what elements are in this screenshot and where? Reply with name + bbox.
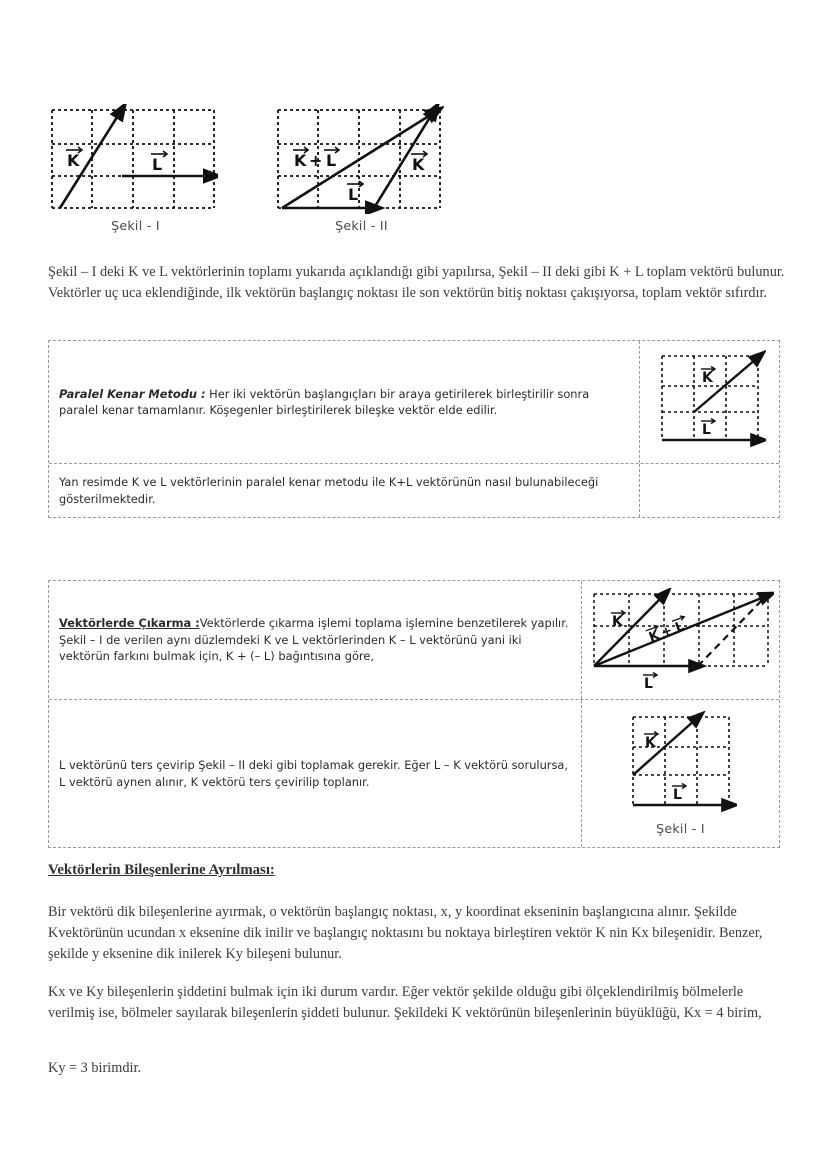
paralel-figure-cell bbox=[639, 341, 779, 463]
figure-sekil-2-graphic bbox=[274, 104, 444, 214]
label-k-plus-l-cikarma bbox=[644, 615, 689, 646]
paralel-note-empty-cell bbox=[639, 464, 779, 517]
table-vektorlerde-cikarma bbox=[48, 580, 780, 848]
svg-text:L: L bbox=[348, 185, 359, 204]
paralel-kenar-figure bbox=[654, 350, 766, 454]
top-figures-row bbox=[48, 104, 778, 244]
intro-paragraph: Şekil – I deki K ve L vektörlerinin toplamı yukarıda açıklandığı gibi yapılırsa, Şekil – II deki gibi K + L toplam vektörü bulunur. Vektörler uç uca eklendiğinde, ilk vektörün başlangıç noktası ile son vektörün bitiş noktası çakışıyorsa, toplam vektör sıfırdır. bbox=[48, 264, 785, 301]
svg-text:K: K bbox=[412, 155, 425, 174]
cikarma-body: Vektörlerde çıkarma işlemi toplama işlemine benzetilerek yapılır. Şekil – I de verilen aynı düzlemdeki K ve L vektörlerinden K – L vektörünü yani iki vektörün farkını bulmak için, K + (– L) bağıntısına göre, bbox=[59, 616, 569, 664]
svg-text:L: L bbox=[643, 676, 653, 692]
cikarma-note-cell bbox=[49, 700, 581, 847]
svg-text:K: K bbox=[67, 151, 80, 170]
cikarma-description bbox=[49, 615, 581, 665]
page-section-heading: Vektörlerin Bileşenlerine Ayrılması: bbox=[48, 862, 275, 878]
cikarma-figure bbox=[588, 588, 774, 692]
table-row bbox=[49, 699, 779, 847]
svg-text:+: + bbox=[658, 623, 675, 642]
svg-text:L: L bbox=[672, 618, 686, 636]
label-l-vector-paralel bbox=[701, 419, 715, 439]
svg-text:K: K bbox=[611, 614, 623, 630]
label-k-vector bbox=[66, 147, 82, 170]
table-row bbox=[49, 341, 779, 463]
sekil-1-small-caption: Şekil - I bbox=[656, 821, 705, 836]
table-row bbox=[49, 581, 779, 699]
label-k-vector-paralel bbox=[701, 367, 715, 387]
label-l-vector bbox=[151, 151, 167, 174]
label-l-vector-small bbox=[672, 784, 686, 804]
paralel-note-cell bbox=[49, 464, 639, 517]
svg-text:+: + bbox=[309, 151, 323, 170]
cikarma-figure-cell bbox=[581, 581, 779, 699]
cikarma-heading: Vektörlerde Çıkarma : bbox=[59, 616, 200, 631]
svg-text:L: L bbox=[701, 422, 711, 438]
figure-sekil-2-caption: Şekil - II bbox=[335, 218, 388, 233]
svg-text:K: K bbox=[646, 627, 662, 646]
label-k-vector-2 bbox=[411, 151, 427, 174]
table-paralel-kenar bbox=[48, 340, 780, 518]
paralel-note-text: Yan resimde K ve L vektörlerinin paralel kenar metodu ile K+L vektörünün nasıl bulunabileceği gösterilmektedir. bbox=[59, 475, 599, 506]
svg-text:K: K bbox=[294, 151, 307, 170]
figure-sekil-1-graphic bbox=[48, 104, 218, 214]
paralel-text-cell bbox=[49, 341, 639, 463]
svg-text:K: K bbox=[701, 370, 713, 386]
paralel-kenar-description bbox=[49, 386, 639, 419]
paralel-kenar-heading: Paralel Kenar Metodu : bbox=[59, 386, 206, 401]
label-l-vector-2 bbox=[347, 181, 363, 204]
cikarma-note-figure-cell bbox=[581, 700, 779, 847]
label-l-vector-cikarma bbox=[643, 673, 657, 693]
label-k-vector-cikarma bbox=[611, 611, 625, 631]
svg-text:L: L bbox=[672, 787, 682, 803]
cikarma-text-cell bbox=[49, 581, 581, 699]
paralel-kenar-body: Her iki vektörün başlangıçları bir araya getirilerek birleştirilir sonra paralel kenar tamamlanır. Köşegenler birleştirilerek bileşke vektör elde edilir. bbox=[59, 386, 590, 417]
figure-sekil-1 bbox=[48, 104, 223, 233]
section-paragraph-2: Kx ve Ky bileşenlerin şiddetini bulmak için iki durum vardır. Eğer vektör şekilde olduğu gibi ölçeklendirilmiş bölmelerle verilmiş ise, bölmeler sayılarak bileşenlerin şiddeti bulunur. Şekildeki K vektörünün bileşenlerinin büyüklüğü, Kx = 4 birim, bbox=[48, 984, 762, 1021]
svg-text:L: L bbox=[326, 151, 337, 170]
svg-text:K: K bbox=[644, 735, 656, 751]
section-paragraph-3: Ky = 3 birimdir. bbox=[48, 1060, 142, 1076]
sekil-1-small-figure bbox=[625, 711, 737, 819]
cikarma-note-text: L vektörünü ters çevirip Şekil – II deki gibi toplamak gerekir. Eğer L – K vektörü sorulursa, L vektörü aynen alınır, K vektörü ters çevirilip toplanır. bbox=[59, 758, 569, 789]
figure-sekil-1-caption: Şekil - I bbox=[111, 218, 160, 233]
label-k-vector-small bbox=[644, 732, 658, 752]
figure-sekil-2 bbox=[274, 104, 449, 233]
svg-text:L: L bbox=[152, 155, 163, 174]
section-paragraph-1: Bir vektörü dik bileşenlerine ayırmak, o vektörün başlangıç noktası, x, y koordinat ekseninin başlangıcına alınır. Şekilde Kvektörünün ucundan x eksenine dik inilir ve başlangıç noktasını bu noktaya birleştiren vektör K nin Kx bileşenidir. Benzer, şekilde y eksenine dik inilerek Ky bileşeni bulunur. bbox=[48, 904, 763, 962]
label-k-plus-l-vector bbox=[293, 147, 339, 170]
table-row bbox=[49, 463, 779, 517]
